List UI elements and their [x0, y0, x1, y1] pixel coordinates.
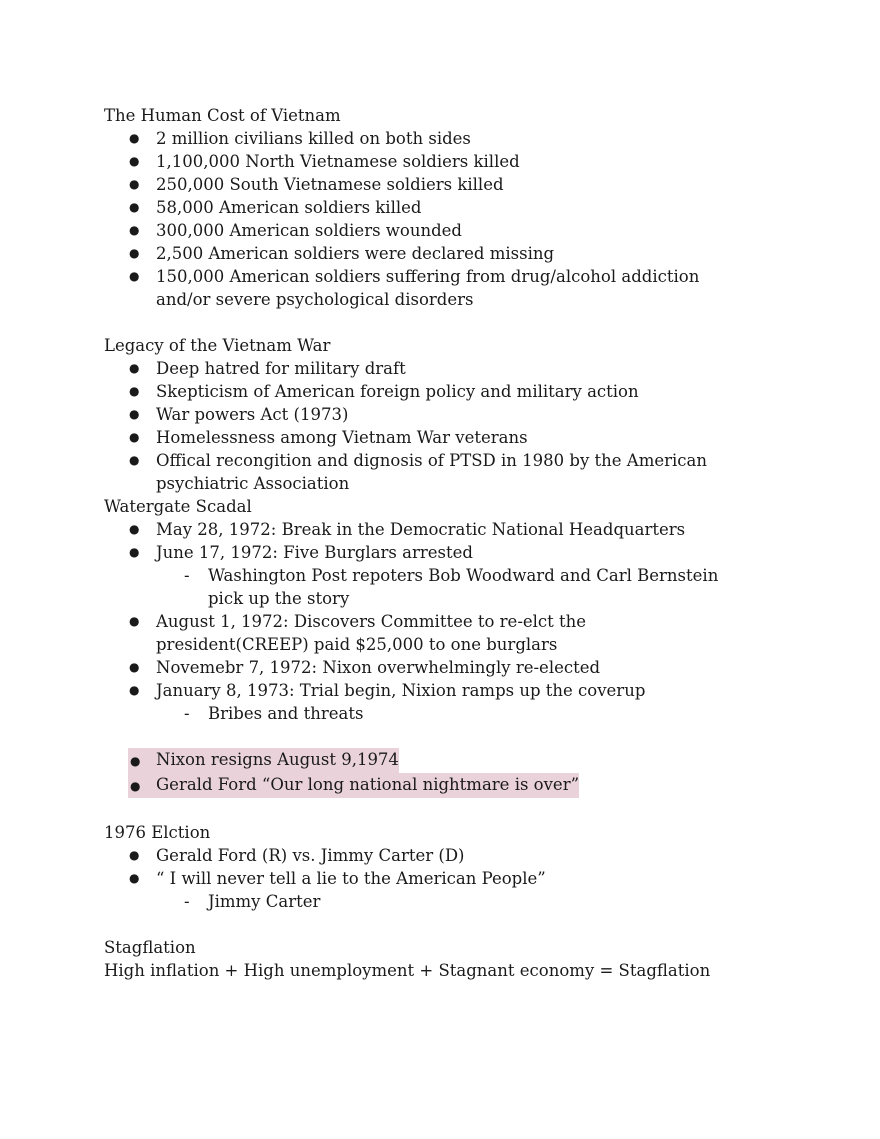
heading-stagflation: Stagflation — [104, 938, 196, 957]
heading-human-cost: The Human Cost of Vietnam — [104, 106, 341, 125]
sub-list-item: - Jimmy Carter — [156, 890, 724, 913]
human-cost-list — [104, 127, 724, 311]
sub-list — [104, 702, 724, 725]
spacer — [104, 913, 820, 936]
list-item: ● 150,000 American soldiers suffering from drug/alcohol addiction and/or severe psychological disorders — [104, 265, 724, 311]
list-item: ● Skepticism of American foreign policy and military action — [104, 380, 724, 403]
highlighted-item — [128, 773, 820, 798]
highlighted-item — [128, 748, 820, 773]
heading-election-1976: 1976 Elction — [104, 823, 211, 842]
list-item: ● Offical recongition and dignosis of PTSD in 1980 by the American psychiatric Association — [104, 449, 724, 495]
list-item: ● 58,000 American soldiers killed — [104, 196, 724, 219]
list-item — [104, 867, 724, 913]
sub-list-item: - Bribes and threats — [156, 702, 724, 725]
list-item — [104, 679, 724, 725]
highlighted-list — [128, 748, 820, 798]
list-item: ● August 1, 1972: Discovers Committee to re-elct the president(CREEP) paid $25,000 to one burglars — [104, 610, 724, 656]
list-item: ● Deep hatred for military draft — [104, 357, 724, 380]
list-item: ● 250,000 South Vietnamese soldiers killed — [104, 173, 724, 196]
list-item: ● May 28, 1972: Break in the Democratic National Headquarters — [104, 518, 724, 541]
list-item-text: “ I will never tell a lie to the American People” — [156, 869, 546, 888]
list-item: ● Gerald Ford (R) vs. Jimmy Carter (D) — [104, 844, 724, 867]
highlighted-text: Nixon resigns August 9,1974 — [156, 750, 399, 769]
spacer — [104, 725, 820, 748]
list-item: ● Homelessness among Vietnam War veterans — [104, 426, 724, 449]
list-item-text: June 17, 1972: Five Burglars arrested — [156, 543, 473, 562]
heading-watergate: Watergate Scadal — [104, 497, 252, 516]
stagflation-formula: High inflation + High unemployment + Stagnant economy = Stagflation — [104, 961, 711, 980]
list-item: ● Novemebr 7, 1972: Nixon overwhelmingly re-elected — [104, 656, 724, 679]
spacer — [104, 311, 820, 334]
list-item: ● 1,100,000 North Vietnamese soldiers killed — [104, 150, 724, 173]
watergate-list — [104, 518, 724, 725]
list-item-text: January 8, 1973: Trial begin, Nixion ramps up the coverup — [156, 681, 646, 700]
sub-list-item: - Washington Post repoters Bob Woodward and Carl Bernstein pick up the story — [156, 564, 724, 610]
spacer — [104, 798, 820, 821]
list-item: ● 300,000 American soldiers wounded — [104, 219, 724, 242]
bullet-icon: ● — [130, 779, 141, 793]
list-item: ● War powers Act (1973) — [104, 403, 724, 426]
bullet-icon: ● — [130, 754, 141, 768]
heading-legacy: Legacy of the Vietnam War — [104, 336, 331, 355]
list-item: ● 2,500 American soldiers were declared missing — [104, 242, 724, 265]
election-list — [104, 844, 724, 913]
highlight-mark — [128, 748, 399, 773]
highlighted-text: Gerald Ford “Our long national nightmare is over” — [156, 775, 580, 794]
sub-list — [104, 890, 724, 913]
highlight-mark — [128, 773, 579, 798]
legacy-list — [104, 357, 724, 495]
list-item — [104, 541, 724, 610]
list-item: ● 2 million civilians killed on both sides — [104, 127, 724, 150]
sub-list — [104, 564, 724, 610]
